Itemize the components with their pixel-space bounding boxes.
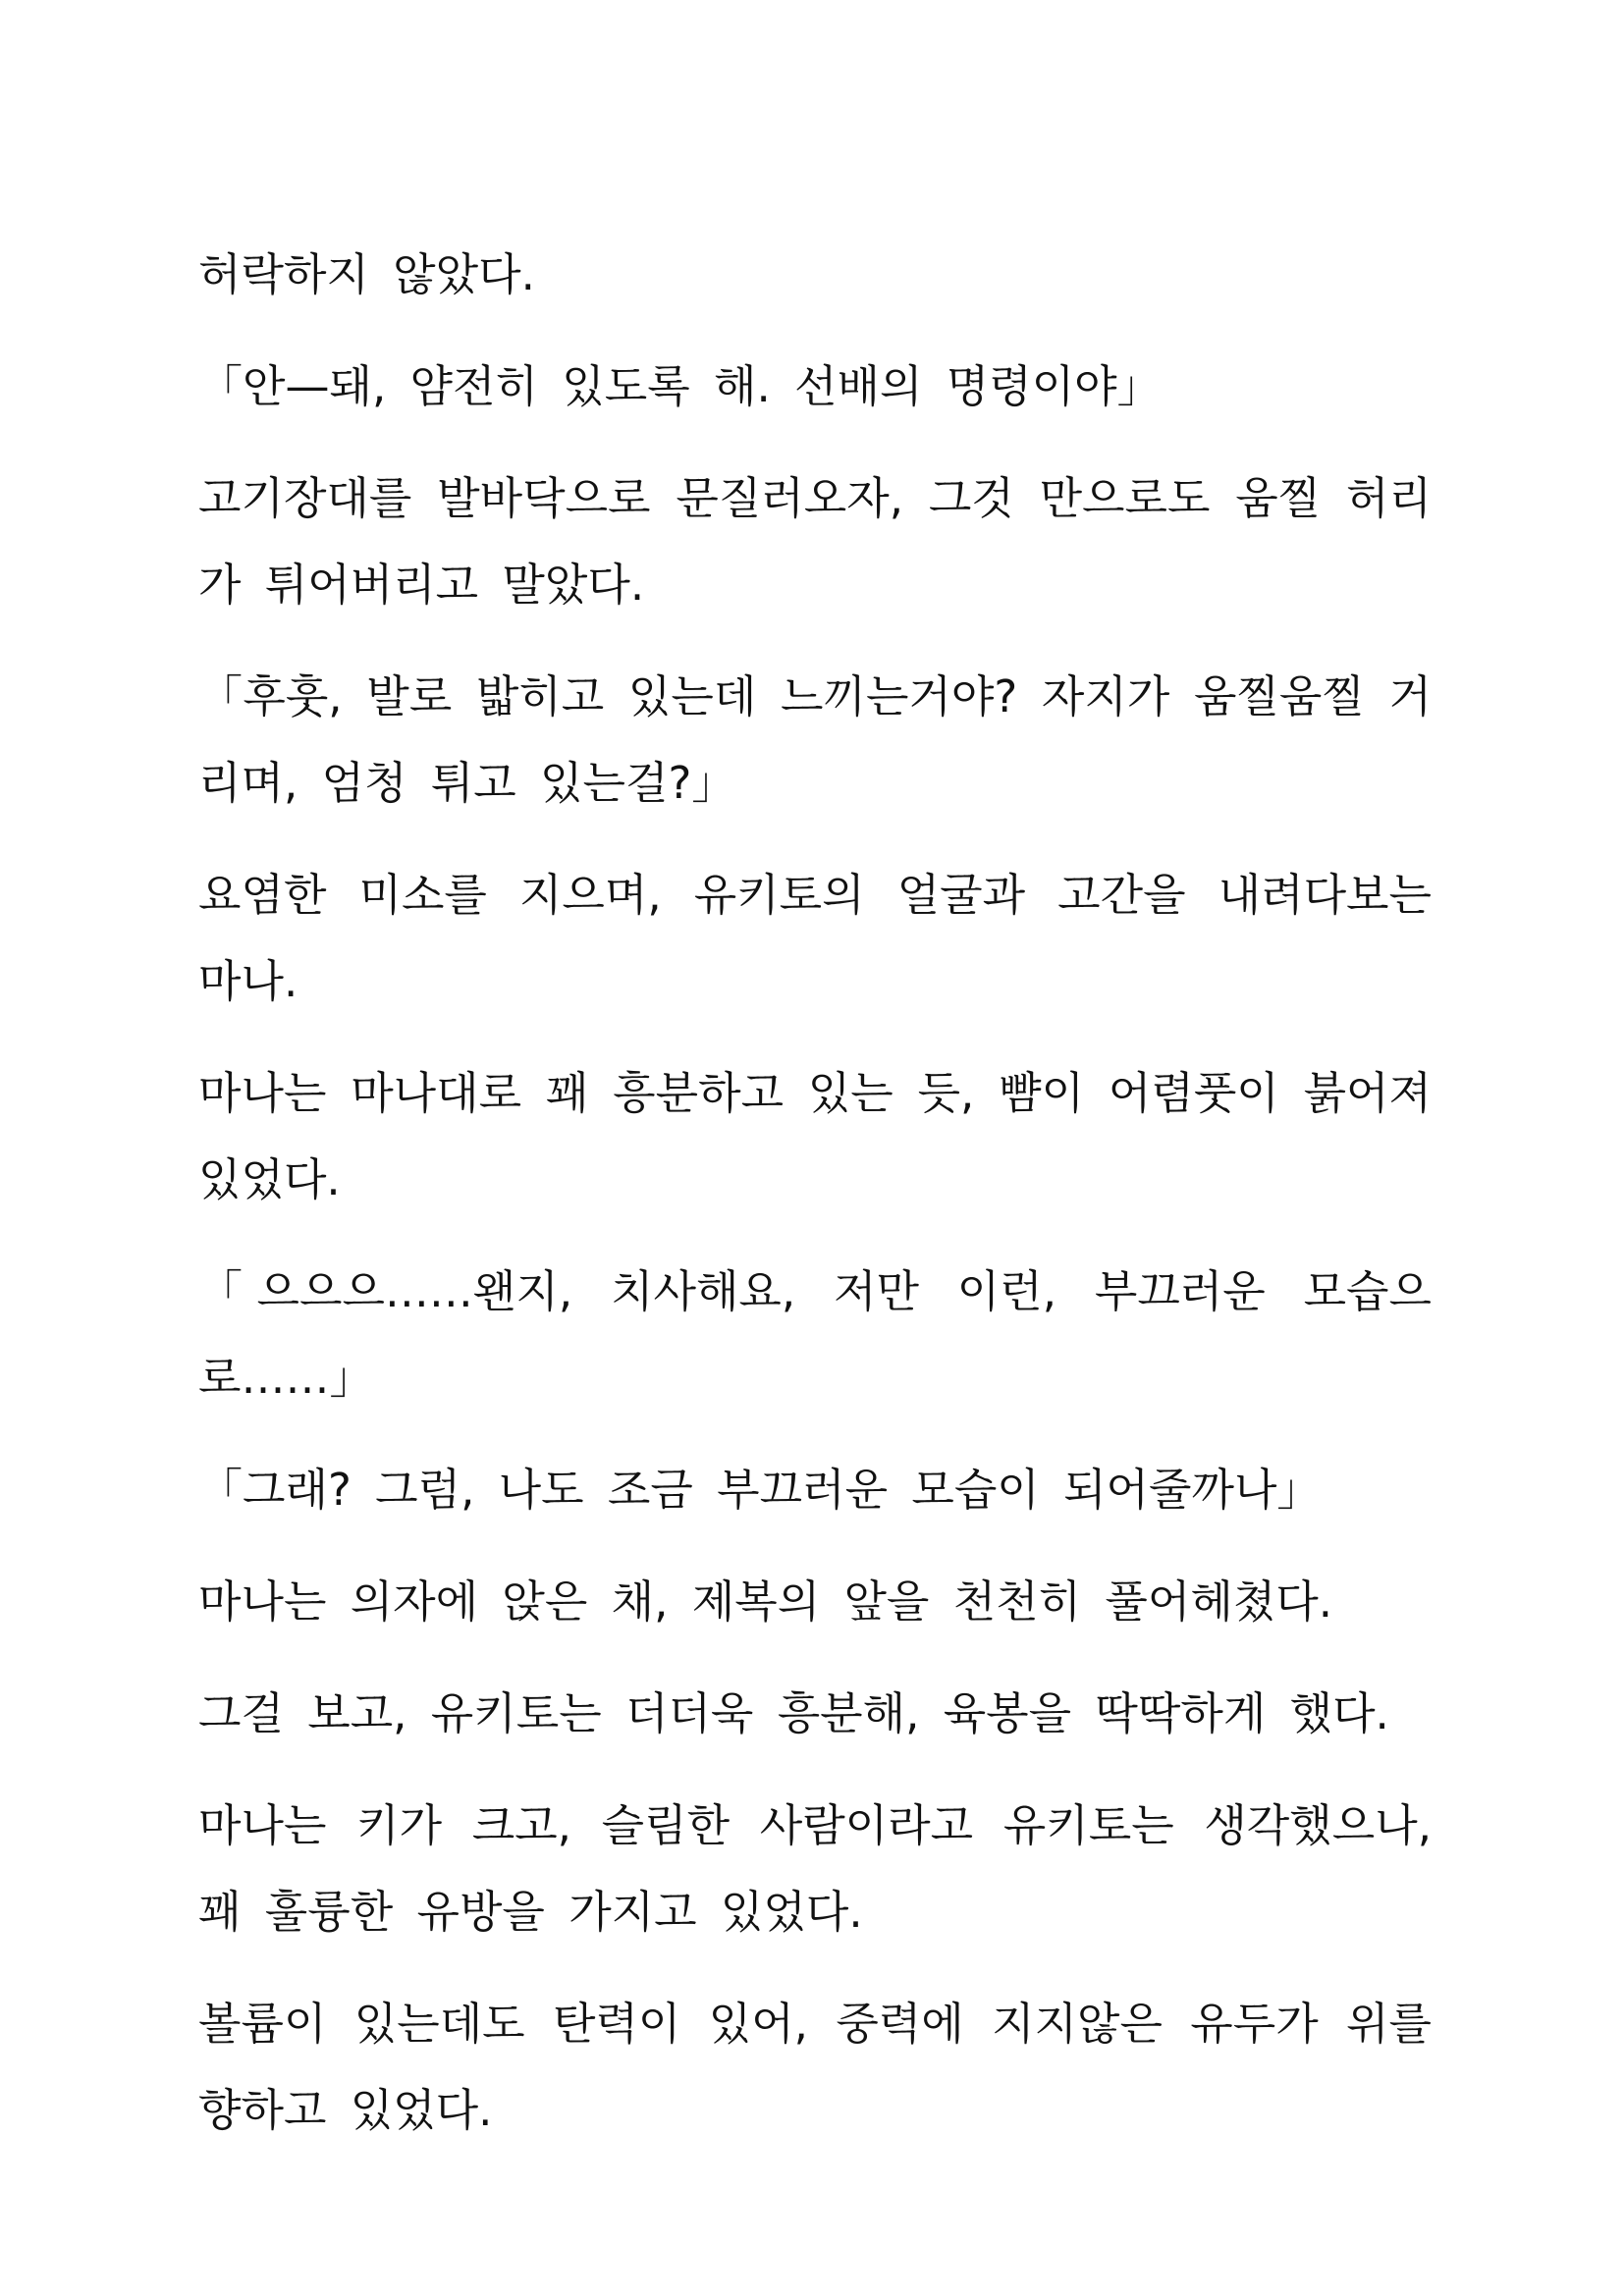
dialogue-paragraph: 「후훗, 발로 밟히고 있는데 느끼는거야? 자지가 움찔움찔 거리며, 엄청 튀고 있는걸?」 (198, 670, 1432, 809)
paragraph: 마나는 마나대로 꽤 흥분하고 있는 듯, 뺨이 어렴풋이 붉어져 있었다. (198, 1067, 1432, 1205)
paragraph: 볼륨이 있는데도 탄력이 있어, 중력에 지지않은 유두가 위를 향하고 있었다. (198, 1998, 1432, 2136)
paragraph: 요염한 미소를 지으며, 유키토의 얼굴과 고간을 내려다보는 마나. (198, 869, 1432, 1007)
body-text (198, 232, 1432, 2179)
paragraph: 마나는 키가 크고, 슬림한 사람이라고 유키토는 생각했으나, 꽤 훌륭한 유방을 가지고 있었다. (198, 1799, 1432, 1938)
dialogue-paragraph: 「그래? 그럼, 나도 조금 부끄러운 모습이 되어줄까나」 (198, 1464, 1322, 1516)
paragraph: 허락하지 않았다. (198, 248, 535, 300)
paragraph: 고기장대를 발바닥으로 문질러오자, 그것 만으로도 움찔 허리가 튀어버리고 말았다. (198, 472, 1432, 611)
paragraph: 마나는 의자에 앉은 채, 제복의 앞을 천천히 풀어헤쳤다. (198, 1575, 1333, 1628)
paragraph: 그걸 보고, 유키토는 더더욱 흥분해, 육봉을 딱딱하게 했다. (198, 1687, 1389, 1739)
dialogue-paragraph: 「으으으……왠지, 치사해요, 저만 이런, 부끄러운 모습으로……」 (198, 1265, 1432, 1404)
dialogue-paragraph: 「안—돼, 얌전히 있도록 해. 선배의 명령이야」 (198, 360, 1162, 412)
